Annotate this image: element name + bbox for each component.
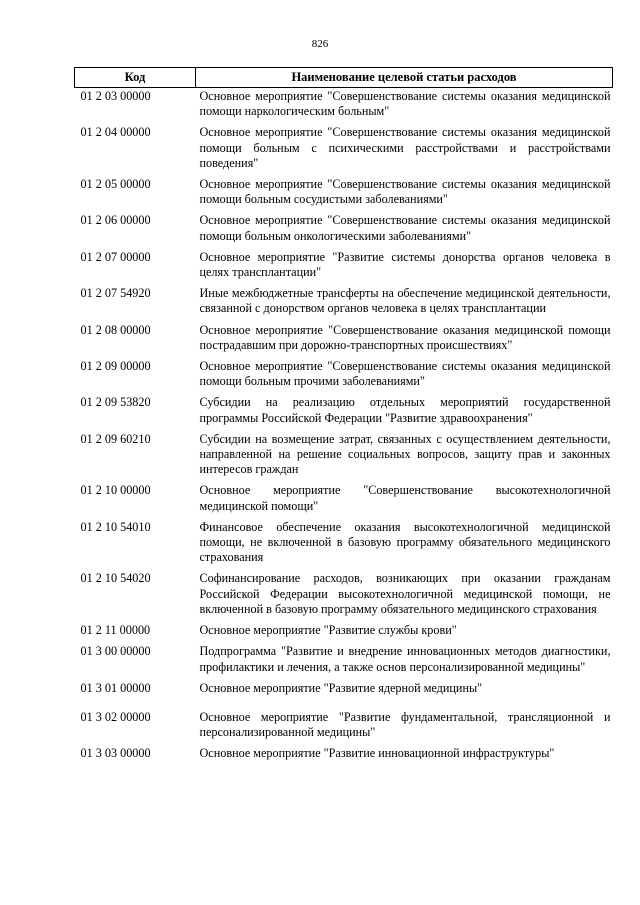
row-name: Основное мероприятие "Совершенствование оказания медицинской помощи пострадавшим при дорожно-транспортных происшествиях"	[199, 322, 611, 352]
column-header-code: Код	[75, 68, 196, 88]
row-code: 01 3 01 00000	[80, 680, 151, 695]
row-code: 01 2 07 00000	[80, 249, 151, 264]
column-header-name: Наименование целевой статьи расходов	[196, 68, 613, 88]
table-row	[75, 249, 613, 285]
table-row	[75, 622, 613, 643]
row-name: Основное мероприятие "Развитие фундаментальной, трансляционной и персонализированной медицины"	[199, 709, 611, 740]
row-code: 01 2 09 00000	[80, 359, 151, 374]
row-code: 01 2 06 00000	[80, 213, 151, 228]
row-name: Основное мероприятие "Совершенствование системы оказания медицинской помощи наркологическим больным"	[199, 89, 611, 119]
row-name: Основное мероприятие "Развитие ядерной медицины"	[199, 680, 483, 695]
row-name: Основное мероприятие "Совершенствование системы оказания медицинской помощи больным с психическими расстройствами и расстройствами поведения"	[199, 125, 611, 170]
table-row	[75, 124, 613, 176]
row-name: Субсидии на возмещение затрат, связанных с осуществлением деятельности, направленной на решение социальных вопросов, защиту прав и законных интересов граждан	[199, 431, 611, 477]
table-row	[75, 88, 613, 125]
row-code: 01 2 10 54020	[80, 571, 151, 586]
table-row	[75, 482, 613, 518]
table-row	[75, 212, 613, 248]
row-name: Субсидии на реализацию отдельных мероприятий государственной программы Российской Федерации "Развитие здравоохранения"	[199, 395, 611, 425]
row-code: 01 2 04 00000	[80, 125, 151, 140]
table-row	[75, 358, 613, 394]
row-name: Иные межбюджетные трансферты на обеспечение медицинской деятельности, связанной с донорством органов человека в целях трансплантации	[199, 286, 611, 316]
row-name: Основное мероприятие "Совершенствование системы оказания медицинской помощи больным онкологическими заболеваниями"	[199, 213, 611, 243]
row-code: 01 2 08 00000	[80, 322, 151, 337]
table-row	[75, 680, 613, 701]
row-code: 01 2 10 54010	[80, 519, 151, 534]
row-name: Основное мероприятие "Развитие системы донорства органов человека в целях трансплантации"	[199, 249, 611, 280]
row-name: Основное мероприятие "Развитие инновационной инфраструктуры"	[199, 746, 555, 761]
table-row	[75, 701, 613, 745]
row-name: Финансовое обеспечение оказания высокотехнологичной медицинской помощи, не включенной в базовую программу обязательного медицинского страхования	[199, 519, 611, 565]
table-header-row	[75, 68, 613, 88]
table-row	[75, 519, 613, 571]
row-code: 01 2 09 53820	[80, 395, 151, 410]
row-code: 01 3 03 00000	[80, 746, 151, 761]
row-code: 01 2 09 60210	[80, 431, 151, 446]
row-code: 01 2 03 00000	[80, 89, 151, 103]
table-row	[75, 570, 613, 622]
table-row	[75, 285, 613, 321]
row-name: Основное мероприятие "Совершенствование системы оказания медицинской помощи больным сосудистыми заболеваниями"	[199, 177, 611, 207]
table-row	[75, 431, 613, 483]
row-name: Основное мероприятие "Развитие службы крови"	[199, 623, 457, 638]
row-code: 01 2 10 00000	[80, 483, 151, 498]
table-row	[75, 322, 613, 358]
budget-table	[74, 67, 613, 767]
row-code: 01 2 05 00000	[80, 177, 151, 192]
table-row	[75, 176, 613, 212]
row-code: 01 3 02 00000	[80, 709, 151, 724]
row-code: 01 2 11 00000	[80, 623, 151, 638]
row-name: Софинансирование расходов, возникающих при оказании гражданам Российской Федерации высокотехнологичной медицинской помощи, не включенной в базовую программу обязательного медицинского страхования	[199, 571, 611, 616]
table-row	[75, 394, 613, 430]
table-row	[75, 643, 613, 679]
row-code: 01 2 07 54920	[80, 286, 151, 301]
page-number: 826	[311, 38, 329, 50]
row-name: Основное мероприятие "Совершенствование высокотехнологичной медицинской помощи"	[199, 483, 611, 513]
row-name: Подпрограмма "Развитие и внедрение инновационных методов диагностики, профилактики и лечения, а также основ персонализированной медицины"	[199, 644, 611, 674]
table-row	[75, 745, 613, 766]
row-code: 01 3 00 00000	[80, 644, 151, 659]
row-name: Основное мероприятие "Совершенствование системы оказания медицинской помощи больным прочими заболеваниями"	[199, 359, 611, 389]
